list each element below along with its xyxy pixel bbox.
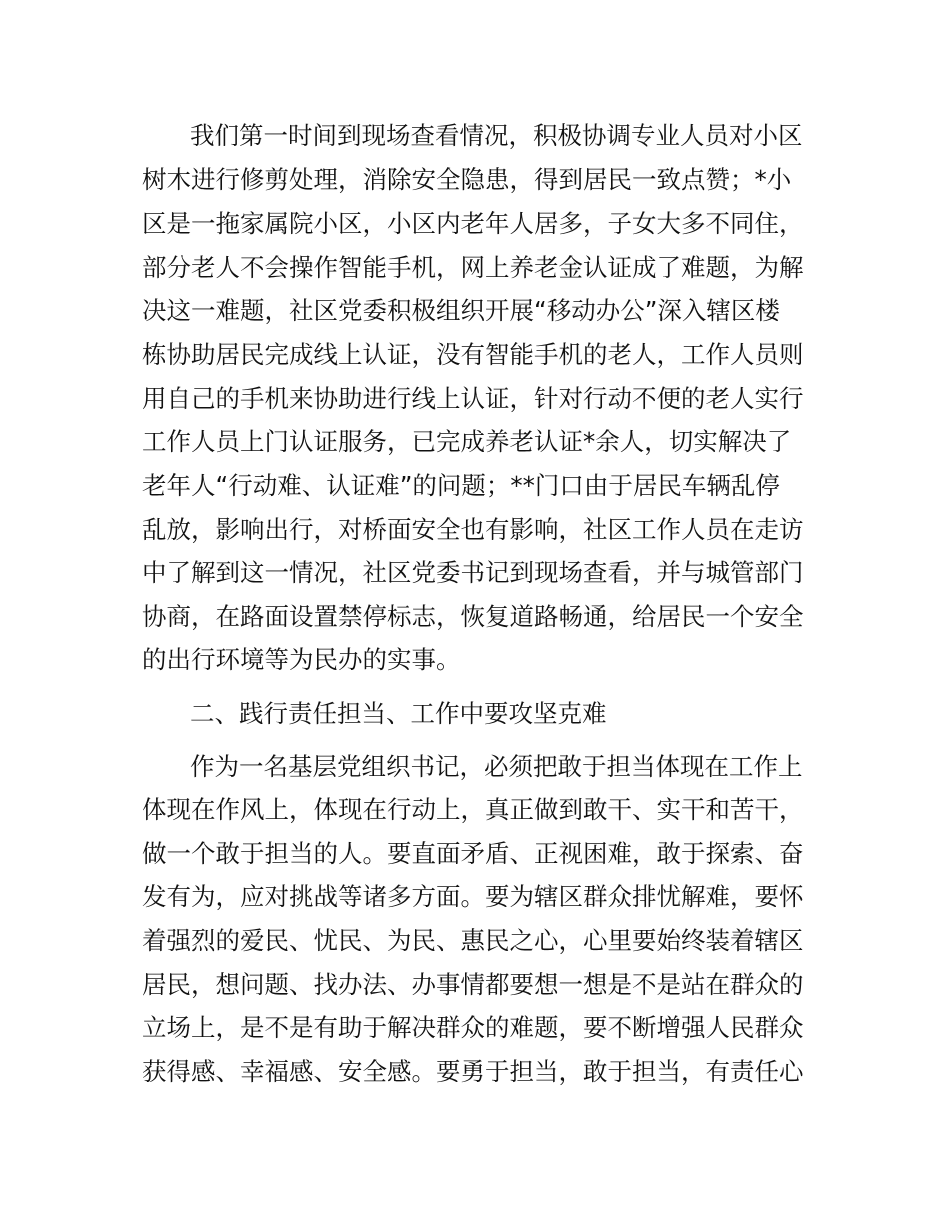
paragraph-2-line-8: 获得感、幸福感、安全感。要勇于担当，敢于担当，有责任心 [142,1057,804,1086]
paragraph-1-line-6: 栋协助居民完成线上认证，没有智能手机的老人，工作人员则 [142,340,804,369]
paragraph-2-line-3: 做一个敢于担当的人。要直面矛盾、正视困难，敢于探索、奋 [142,839,804,868]
paragraph-1-line-1: 我们第一时间到现场查看情况，积极协调专业人员对小区 [190,121,803,150]
paragraph-1-line-2: 树木进行修剪处理，消除安全隐患，得到居民一致点赞；*小 [142,165,792,194]
paragraph-2-line-2: 体现在作风上，体现在行动上，真正做到敢干、实干和苦干， [142,795,804,824]
paragraph-1-line-7: 用自己的手机来协助进行线上认证，针对行动不便的老人实行 [142,384,804,413]
paragraph-2-line-5: 着强烈的爱民、忧民、为民、惠民之心，心里要始终装着辖区 [142,926,804,955]
paragraph-2-line-1: 作为一名基层党组织书记，必须把敢于担当体现在工作上 [190,752,803,781]
paragraph-1-line-8: 工作人员上门认证服务，已完成养老认证*余人，切实解决了 [142,427,792,456]
paragraph-2-line-6: 居民，想问题、找办法、办事情都要想一想是不是站在群众的 [142,970,804,999]
paragraph-1-line-3: 区是一拖家属院小区，小区内老年人居多，子女大多不同住， [142,209,804,238]
paragraph-1-line-5: 决这一难题，社区党委积极组织开展“移动办公”深入辖区楼 [142,296,780,325]
paragraph-1-line-4: 部分老人不会操作智能手机，网上养老金认证成了难题，为解 [142,253,804,282]
paragraph-1-line-11: 中了解到这一情况，社区党委书记到现场查看，并与城管部门 [142,558,804,587]
paragraph-1-line-9: 老年人“行动难、认证难”的问题；**门口由于居民车辆乱停 [142,471,780,500]
section-heading: 二、践行责任担当、工作中要攻坚克难 [190,699,607,728]
paragraph-1-line-12: 协商，在路面设置禁停标志，恢复道路畅通，给居民一个安全 [142,602,804,631]
paragraph-2-line-7: 立场上，是不是有助于解决群众的难题，要不断增强人民群众 [142,1013,804,1042]
paragraph-1-line-13: 的出行环境等为民办的实事。 [142,645,461,674]
paragraph-1-line-10: 乱放，影响出行，对桥面安全也有影响，社区工作人员在走访 [142,515,804,544]
paragraph-2-line-4: 发有为，应对挑战等诸多方面。要为辖区群众排忧解难，要怀 [142,882,804,911]
